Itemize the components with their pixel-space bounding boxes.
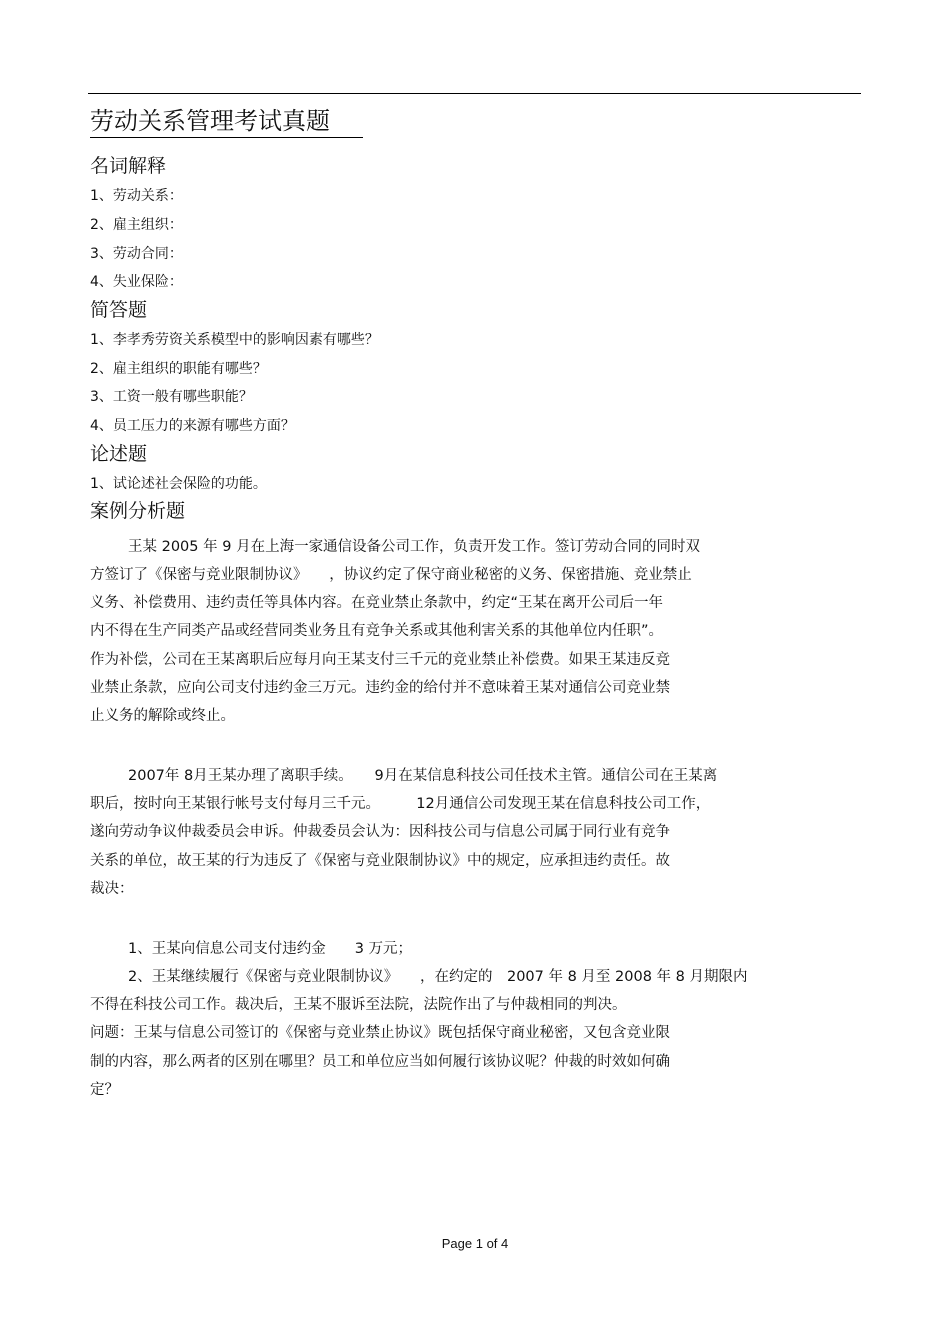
page-footer: Page 1 of 4: [441, 1236, 509, 1251]
case-paragraph-line: 职后，按时向王某银行帐号支付每月三千元。 12月通信公司发现王某在信息科技公司工作，: [90, 796, 711, 812]
case-paragraph-line: 作为补偿，公司在王某离职后应每月向王某支付三千元的竞业禁止补偿费。如果王某违反竞: [90, 652, 670, 668]
case-paragraph-line: 业禁止条款，应向公司支付违约金三万元。违约金的给付并不意味着王某对通信公司竞业禁: [90, 680, 670, 696]
case-paragraph-line: 2007年 8月王某办理了离职手续。 9月在某信息科技公司任技术主管。通信公司在王某离: [128, 768, 718, 784]
case-paragraph-line: 王某 2005 年 9 月在上海一家通信设备公司工作，负责开发工作。签订劳动合同的同时双: [128, 539, 701, 555]
list-item: 3、工资一般有哪些职能？: [90, 389, 253, 405]
list-item: 3、劳动合同：: [90, 246, 183, 262]
section-heading-essay: 论述题: [90, 443, 148, 465]
question-line: 问题：王某与信息公司签订的《保密与竞业禁止协议》既包括保守商业秘密，又包含竞业限: [90, 1025, 670, 1041]
list-item: 2、雇主组织：: [90, 217, 183, 233]
question-line: 制的内容，那么两者的区别在哪里？员工和单位应当如何履行该协议呢？仲裁的时效如何确: [90, 1054, 670, 1070]
case-paragraph-line: 内不得在生产同类产品或经营同类业务且有竞争关系或其他利害关系的其他单位内任职”。: [90, 623, 664, 639]
ruling-item: 1、王某向信息公司支付违约金 3 万元；: [128, 941, 413, 957]
case-paragraph-line: 义务、补偿费用、违约责任等具体内容。在竞业禁止条款中，约定“王某在离开公司后一年: [90, 595, 664, 611]
case-paragraph-line: 止义务的解除或终止。: [90, 708, 235, 724]
question-line: 定？: [90, 1082, 119, 1098]
ruling-item: 2、王某继续履行《保密与竞业限制协议》 ，在约定的 2007 年 8 月至 2008 年 8 月期限内: [128, 969, 748, 985]
case-paragraph-line: 关系的单位，故王某的行为违反了《保密与竞业限制协议》中的规定，应承担违约责任。故: [90, 853, 670, 869]
list-item: 4、失业保险：: [90, 274, 183, 290]
case-paragraph-line: 遂向劳动争议仲裁委员会申诉。仲裁委员会认为：因科技公司与信息公司属于同行业有竞争: [90, 824, 670, 840]
list-item: 1、李孝秀劳资关系模型中的影响因素有哪些？: [90, 332, 379, 348]
section-heading-short: 简答题: [90, 299, 148, 321]
page-title: 劳动关系管理考试真题: [90, 107, 330, 135]
case-paragraph-line: 方签订了《保密与竞业限制协议》 ，协议约定了保守商业秘密的义务、保密措施、竞业禁止: [90, 567, 692, 583]
list-item: 1、劳动关系：: [90, 188, 183, 204]
list-item: 4、员工压力的来源有哪些方面？: [90, 418, 295, 434]
title-underline: [90, 137, 363, 138]
top-rule: [88, 93, 861, 94]
case-paragraph-line: 裁决：: [90, 881, 134, 897]
section-heading-terms: 名词解释: [90, 155, 167, 177]
list-item: 2、雇主组织的职能有哪些？: [90, 361, 267, 377]
ruling-item: 不得在科技公司工作。裁决后，王某不服诉至法院，法院作出了与仲裁相同的判决。: [90, 997, 627, 1013]
list-item: 1、试论述社会保险的功能。: [90, 476, 267, 492]
section-heading-case: 案例分析题: [90, 500, 186, 522]
